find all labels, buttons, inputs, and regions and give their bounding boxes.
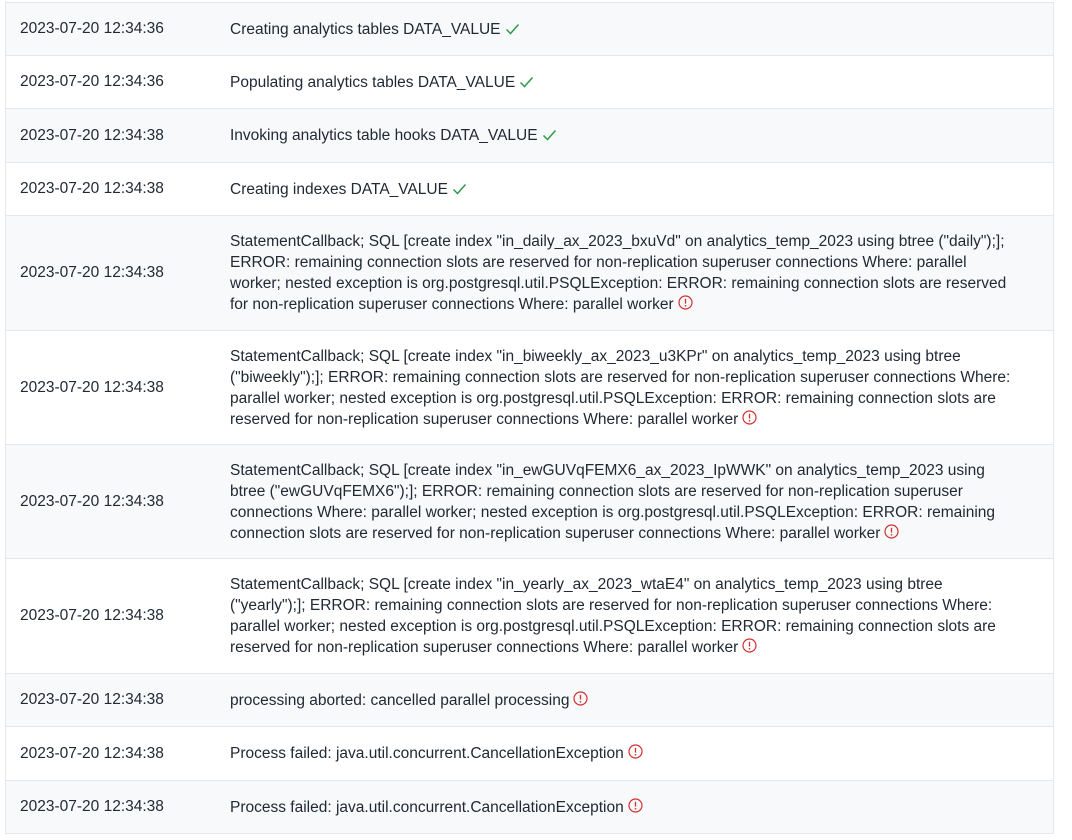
timestamp: 2023-07-20 12:34:38 xyxy=(20,607,164,624)
log-message: Process failed: java.util.concurrent.CancellationException xyxy=(230,798,624,816)
timestamp: 2023-07-20 12:34:38 xyxy=(20,264,164,281)
log-message-cell xyxy=(215,72,1035,93)
table-row xyxy=(6,781,1053,834)
timestamp: 2023-07-20 12:34:38 xyxy=(20,691,164,708)
log-message-cell xyxy=(215,231,1035,315)
log-message-cell xyxy=(215,179,1035,200)
log-message: Invoking analytics table hooks DATA_VALUE xyxy=(230,127,538,144)
log-message: Creating analytics tables DATA_VALUE xyxy=(230,20,501,38)
timestamp: 2023-07-20 12:34:38 xyxy=(20,126,164,144)
error-icon xyxy=(884,524,899,539)
log-message-cell xyxy=(215,797,1035,818)
error-icon xyxy=(628,798,643,813)
log-message-cell xyxy=(215,460,1035,544)
checkmark-icon xyxy=(452,183,467,195)
log-message: Process failed: java.util.concurrent.CancellationException xyxy=(230,745,624,762)
timestamp: 2023-07-20 12:34:36 xyxy=(20,73,164,90)
timestamp: 2023-07-20 12:34:38 xyxy=(20,744,164,762)
table-row xyxy=(6,445,1053,559)
log-message-cell xyxy=(215,19,1035,40)
log-message: Populating analytics tables DATA_VALUE xyxy=(230,73,516,91)
checkmark-icon xyxy=(542,129,557,141)
log-message: StatementCallback; SQL [create index "in_yearly_ax_2023_wtaE4" on analytics_temp_2023 using btree ("yearly");]; ERROR: remaining connection slots are reserved for non-replication superuser connections Where: parallel worker; nested exception is org.postgresql.util.PSQLException: ERROR: remaining connection slots are reserved for non-replication superuser connections Where: parallel worker xyxy=(230,576,996,656)
table-row xyxy=(6,559,1053,674)
log-message: StatementCallback; SQL [create index "in_biweekly_ax_2023_u3KPr" on analytics_temp_2023 using btree ("biweekly");]; ERROR: remaining connection slots are reserved for non-replication superuser connections Where: parallel worker; nested exception is org.postgresql.util.PSQLException: ERROR: remaining connection slots are reserved for non-replication superuser connections Where: parallel worker xyxy=(230,347,1011,428)
timestamp: 2023-07-20 12:34:38 xyxy=(20,180,164,197)
job-log-table xyxy=(5,2,1054,834)
table-row xyxy=(6,109,1053,163)
error-icon xyxy=(573,691,588,706)
timestamp: 2023-07-20 12:34:36 xyxy=(20,20,164,37)
table-row xyxy=(6,674,1053,727)
log-message: StatementCallback; SQL [create index "in_daily_ax_2023_bxuVd" on analytics_temp_2023 using btree ("daily");]; ERROR: remaining connection slots are reserved for non-replication superuser connections Where: parallel worker; nested exception is org.postgresql.util.PSQLException: ERROR: remaining connection slots are reserved for non-replication superuser connections Where: parallel worker xyxy=(230,233,1007,313)
timestamp: 2023-07-20 12:34:38 xyxy=(20,798,164,815)
table-row xyxy=(6,3,1053,56)
error-icon xyxy=(742,410,757,425)
error-icon xyxy=(628,744,643,759)
table-row xyxy=(6,163,1053,216)
log-message-cell xyxy=(215,574,1035,658)
table-row xyxy=(6,727,1053,781)
table-row xyxy=(6,331,1053,445)
checkmark-icon xyxy=(519,76,534,88)
checkmark-icon xyxy=(505,23,520,35)
log-message-cell xyxy=(215,346,1035,430)
log-message: StatementCallback; SQL [create index "in_ewGUVqFEMX6_ax_2023_IpWWK" on analytics_temp_2023 using btree ("ewGUVqFEMX6");]; ERROR: remaining connection slots are reserved for non-replication superuser connections Where: parallel worker; nested exception is org.postgresql.util.PSQLException: ERROR: remaining connection slots are reserved for non-replication superuser connections Where: parallel worker xyxy=(230,461,996,542)
log-message: processing aborted: cancelled parallel processing xyxy=(230,691,570,709)
error-icon xyxy=(742,638,757,653)
log-message: Creating indexes DATA_VALUE xyxy=(230,180,448,198)
timestamp: 2023-07-20 12:34:38 xyxy=(20,492,164,510)
error-icon xyxy=(678,295,693,310)
table-row xyxy=(6,56,1053,109)
timestamp: 2023-07-20 12:34:38 xyxy=(20,378,164,396)
log-message-cell xyxy=(215,743,1035,764)
log-message-cell xyxy=(215,125,1035,146)
log-message-cell xyxy=(215,690,1035,711)
table-row xyxy=(6,216,1053,331)
